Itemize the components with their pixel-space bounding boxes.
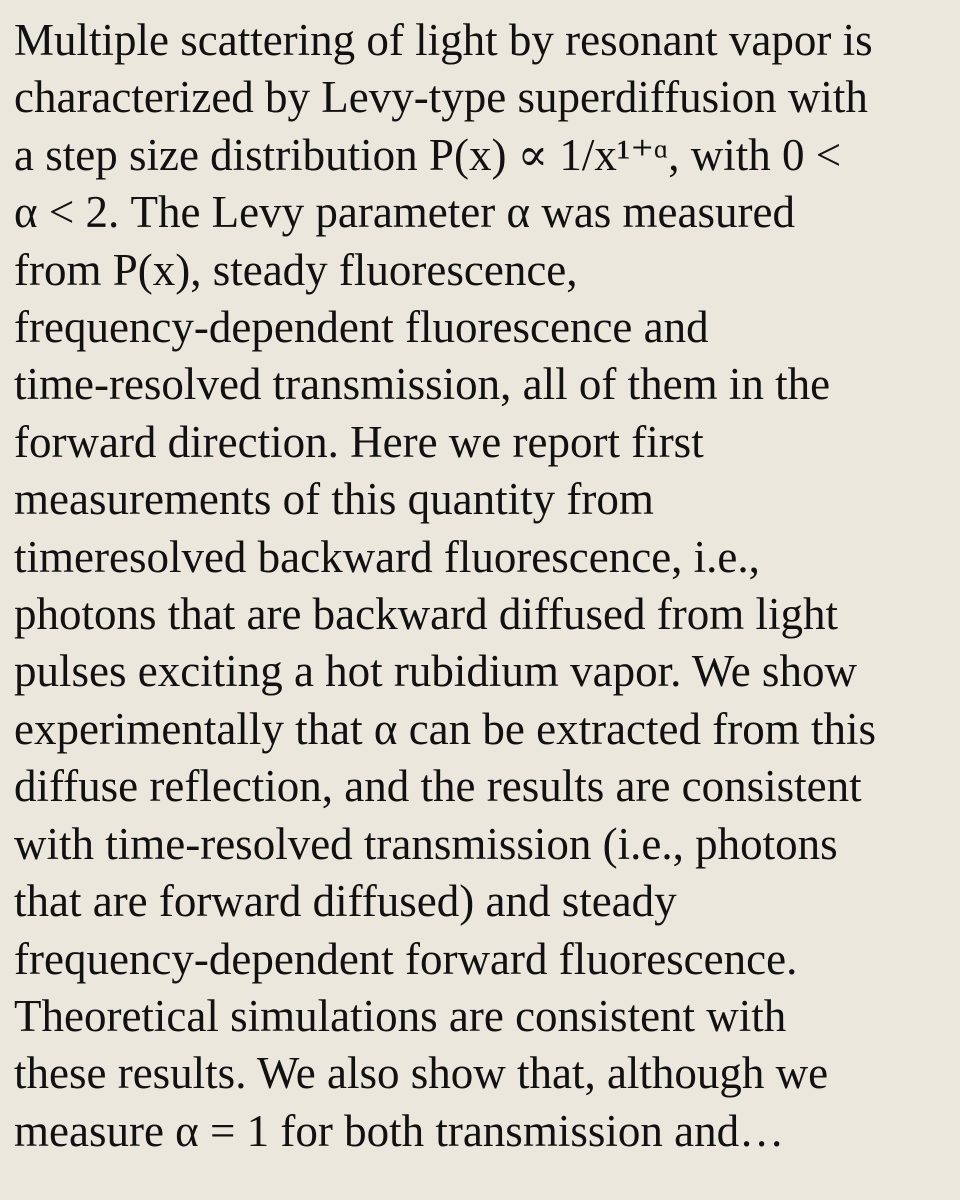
abstract-line: Theoretical simulations are consistent with bbox=[14, 990, 787, 1041]
abstract-line: time-resolved transmission, all of them in the bbox=[14, 359, 831, 410]
abstract-line: that are forward diffused) and steady bbox=[14, 876, 677, 927]
abstract-line: photons that are backward diffused from light bbox=[14, 589, 838, 640]
abstract-line: measure α = 1 for both transmission and… bbox=[14, 1105, 785, 1156]
abstract-line: frequency-dependent forward fluorescence. bbox=[14, 933, 798, 984]
abstract-line: timeresolved backward fluorescence, i.e., bbox=[14, 531, 760, 582]
abstract-line: measurements of this quantity from bbox=[14, 474, 654, 525]
abstract-line: pulses exciting a hot rubidium vapor. We show bbox=[14, 646, 857, 697]
abstract-line: α < 2. The Levy parameter α was measured bbox=[14, 187, 795, 238]
abstract-line: forward direction. Here we report first bbox=[14, 416, 704, 467]
abstract-line: from P(x), steady fluorescence, bbox=[14, 244, 578, 295]
abstract-line: diffuse reflection, and the results are consistent bbox=[14, 761, 862, 812]
abstract-line: experimentally that α can be extracted from this bbox=[14, 703, 876, 754]
abstract-line: these results. We also show that, although we bbox=[14, 1048, 829, 1099]
abstract-line: a step size distribution P(x) ∝ 1/x¹⁺ᵅ, with 0 < bbox=[14, 129, 842, 180]
abstract-line: frequency-dependent fluorescence and bbox=[14, 302, 709, 353]
abstract-line: Multiple scattering of light by resonant vapor is bbox=[14, 15, 873, 65]
abstract-text bbox=[14, 12, 946, 1160]
abstract-line: with time-resolved transmission (i.e., photons bbox=[14, 818, 838, 869]
abstract-line: characterized by Levy-type superdiffusion with bbox=[14, 72, 868, 123]
